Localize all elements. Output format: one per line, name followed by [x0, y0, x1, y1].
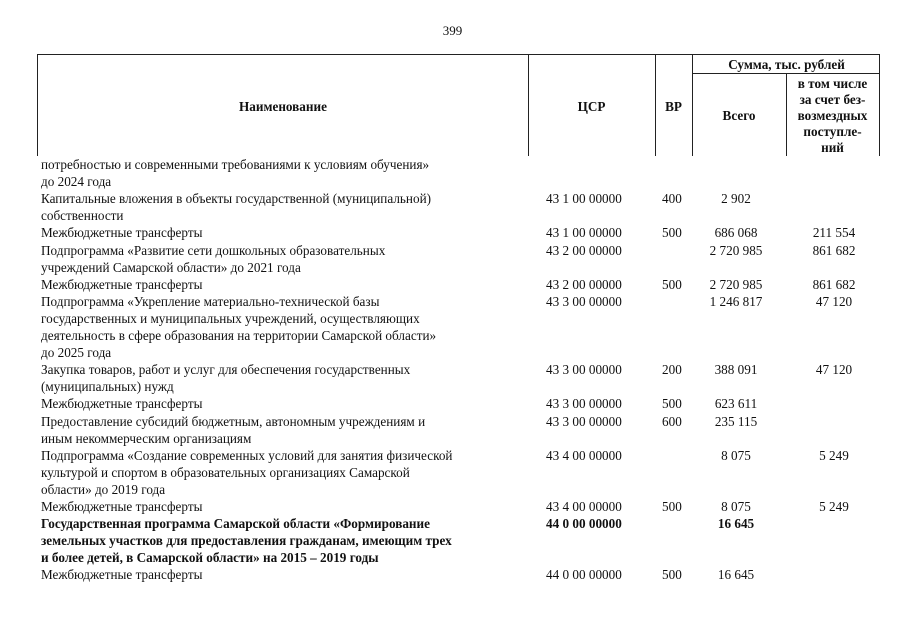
row-vr: 500	[662, 396, 682, 412]
row-free: 47 120	[815, 362, 853, 378]
row-name-line: до 2024 года	[41, 174, 112, 190]
row-free: 5 249	[819, 447, 849, 463]
row-name-line: иным некоммерческим организациям	[41, 430, 252, 446]
row-total: 1 246 817	[709, 293, 763, 309]
row-vr: 400	[662, 191, 682, 207]
row-name-line: культурой и спортом в образовательных организациях Самарской	[41, 464, 410, 480]
row-vr: 500	[662, 276, 682, 292]
row-free: 47 120	[815, 293, 853, 309]
row-name-line: области» до 2019 года	[41, 481, 166, 497]
row-total: 2 720 985	[709, 242, 763, 258]
row-csr: 43 3 00 00000	[546, 362, 622, 378]
row-total: 623 611	[714, 396, 758, 412]
row-total: 2 902	[721, 191, 751, 207]
row-name	[41, 242, 519, 276]
header-csr: ЦСР	[577, 98, 606, 114]
row-free: 211 554	[812, 225, 856, 241]
row-total: 16 645	[717, 516, 755, 532]
header-incl-free-line: в том числе	[797, 75, 868, 91]
row-name	[41, 566, 519, 583]
row-csr: 43 1 00 00000	[546, 225, 622, 241]
row-total: 235 115	[714, 413, 758, 429]
row-name	[41, 498, 519, 515]
row-name-line: земельных участков для предоставления гражданам, имеющим трех	[41, 533, 452, 549]
row-name-line: до 2025 года	[41, 345, 112, 361]
row-name	[41, 293, 519, 361]
row-free: 5 249	[819, 499, 849, 514]
row-name-line: Межбюджетные трансферты	[41, 225, 203, 241]
row-vr: 500	[662, 225, 682, 241]
header-incl-free-line: поступле-	[803, 123, 862, 139]
row-name	[41, 395, 519, 412]
row-vr: 600	[662, 413, 682, 429]
header-incl-free-line: возмездных	[797, 107, 868, 123]
header-incl-free-line: за счет без-	[799, 91, 866, 107]
row-name	[41, 276, 519, 293]
row-total: 2 720 985	[709, 276, 763, 292]
row-csr: 43 2 00 00000	[546, 242, 622, 258]
row-name	[41, 447, 519, 498]
row-name	[41, 224, 519, 241]
row-name-line: Капитальные вложения в объекты государственной (муниципальной)	[41, 191, 432, 207]
row-csr: 43 4 00 00000	[546, 447, 622, 463]
row-csr: 44 0 00 00000	[546, 567, 622, 583]
row-csr: 43 1 00 00000	[546, 191, 622, 207]
row-name-line: Государственная программа Самарской области «Формирование	[41, 516, 430, 532]
row-name-line: деятельность в сфере образования на территории Самарской области»	[41, 327, 437, 343]
row-name	[41, 515, 519, 566]
row-name-line: Подпрограмма «Развитие сети дошкольных образовательных	[41, 242, 386, 258]
row-name-line: и более детей, в Самарской области» на 2015 – 2019 годы	[41, 550, 379, 566]
row-name-line: Подпрограмма «Укрепление материально-технической базы	[41, 293, 380, 309]
row-csr: 43 3 00 00000	[546, 413, 622, 429]
header-sum-group: Сумма, тыс. рублей	[728, 57, 845, 72]
row-name-line: Межбюджетные трансферты	[41, 276, 203, 292]
row-name-line: учреждений Самарской области» до 2021 года	[41, 259, 301, 275]
row-vr: 200	[662, 362, 682, 378]
row-csr: 43 2 00 00000	[546, 276, 622, 292]
row-name	[41, 156, 519, 190]
row-name-line: государственных и муниципальных учреждений, осуществляющих	[41, 310, 420, 326]
row-name-line: Межбюджетные трансферты	[41, 499, 203, 514]
row-total: 686 068	[714, 225, 758, 241]
row-csr: 43 3 00 00000	[546, 293, 622, 309]
row-free: 861 682	[812, 242, 856, 258]
row-name	[41, 190, 519, 224]
header-incl-free-line: ний	[821, 139, 844, 155]
header-vr: ВР	[665, 98, 682, 114]
row-total: 388 091	[714, 362, 758, 378]
row-name-line: Межбюджетные трансферты	[41, 567, 203, 583]
row-total: 16 645	[717, 567, 755, 583]
row-free: 861 682	[812, 276, 856, 292]
row-name	[41, 361, 519, 395]
row-name-line: Закупка товаров, работ и услуг для обеспечения государственных	[41, 362, 411, 378]
row-csr: 43 4 00 00000	[546, 499, 622, 514]
row-total: 8 075	[721, 499, 751, 514]
row-total: 8 075	[721, 447, 751, 463]
row-name-line: Предоставление субсидий бюджетным, автономным учреждениям и	[41, 413, 426, 429]
row-name-line: Межбюджетные трансферты	[41, 396, 203, 412]
row-vr: 500	[662, 499, 682, 514]
header-incl-free	[786, 74, 879, 157]
row-vr: 500	[662, 567, 682, 583]
page-number: 399	[442, 23, 463, 38]
row-csr: 43 3 00 00000	[546, 396, 622, 412]
table-header	[37, 54, 880, 156]
row-name	[41, 413, 519, 447]
row-name-line: потребностью и современными требованиями к условиям обучения»	[41, 157, 430, 172]
row-name-line: Подпрограмма «Создание современных условий для занятия физической	[41, 447, 453, 463]
row-name-line: (муниципальных) нужд	[41, 379, 174, 395]
header-name: Наименование	[239, 98, 327, 114]
header-total: Всего	[722, 108, 756, 123]
row-name-line: собственности	[41, 208, 124, 224]
row-csr: 44 0 00 00000	[546, 516, 622, 532]
